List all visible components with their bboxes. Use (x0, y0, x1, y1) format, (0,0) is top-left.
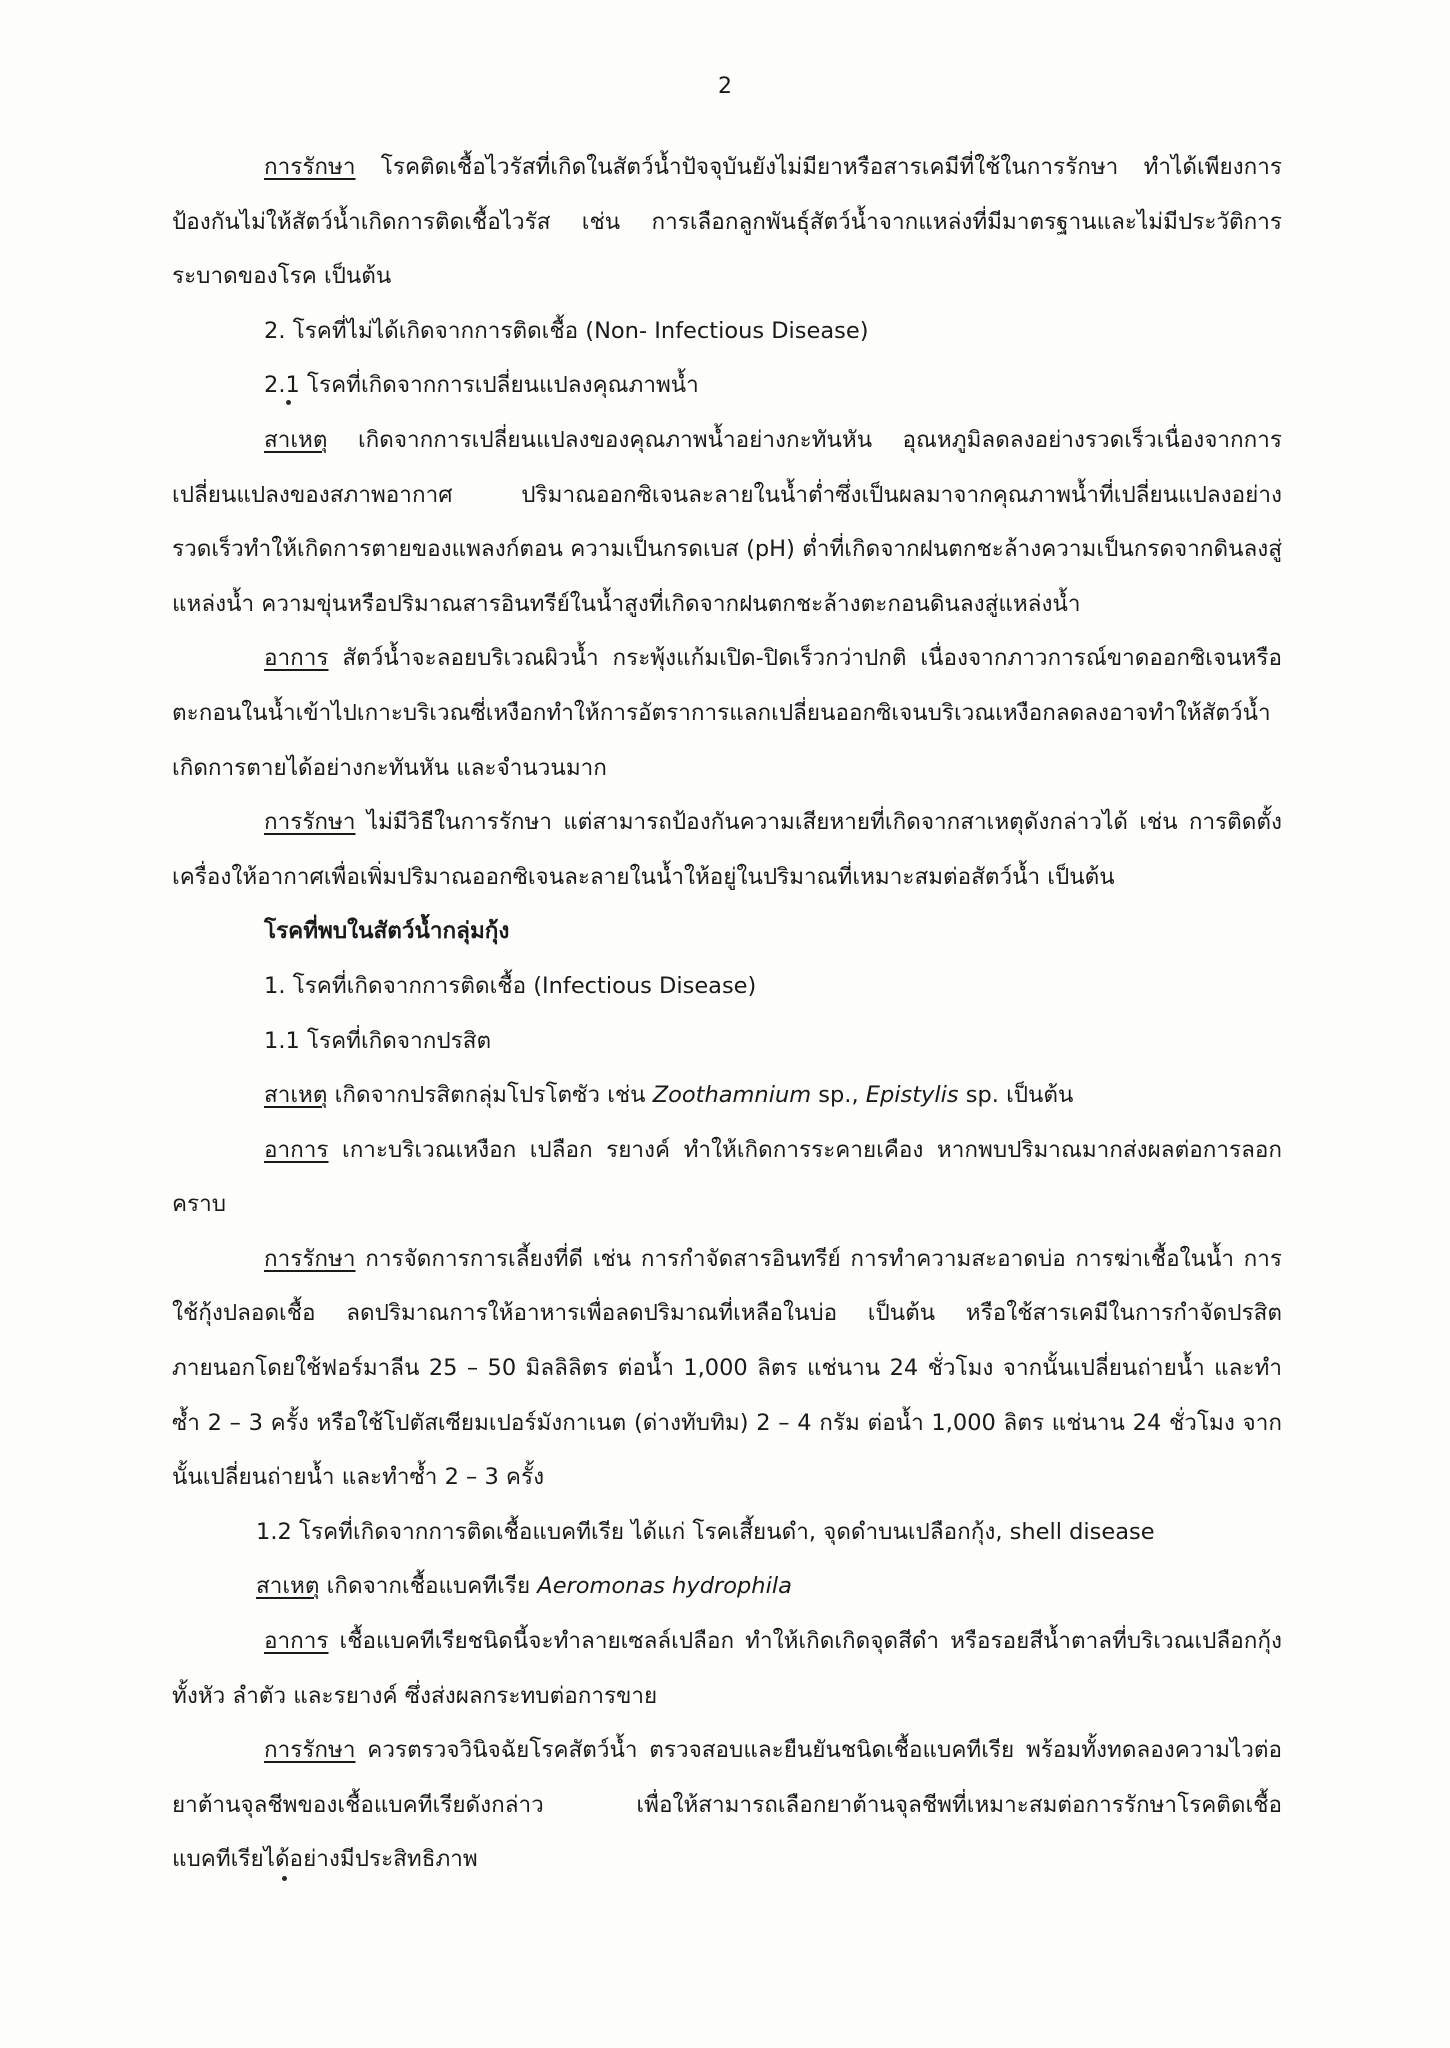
heading-symptom: อาการ (264, 1628, 329, 1655)
scan-speck (282, 1876, 287, 1881)
paragraph-text: ควรตรวจวินิจฉัยโรคสัตว์น้ำ ตรวจสอบและยืนยันชนิดเชื้อแบคทีเรีย พร้อมทั้งทดลองความไวต่อยาต้านจุลชีพของเชื้อแบคทีเรียดังกล่าว เพื่อให้สามารถเลือกยาต้านจุลชีพที่เหมาะสมต่อการรักษาโรคติดเชื้อแบคทีเรียได้อย่างมีประสิทธิภาพ (172, 1737, 1282, 1873)
paragraph-water-cause (172, 413, 1282, 631)
species-name: Epistylis (865, 1082, 959, 1109)
section-heading-non-infectious: 2. โรคที่ไม่ได้เกิดจากการติดเชื้อ (Non- Infectious Disease) (264, 317, 869, 344)
heading-treatment: การรักษา (264, 1737, 356, 1764)
subsection-heading-parasite: 1.1 โรคที่เกิดจากปรสิต (264, 1027, 492, 1054)
species-name: Aeromonas hydrophila (537, 1573, 792, 1600)
paragraph-bacteria-cause: สาเหตุ เกิดจากเชื้อแบคทีเรีย Aeromonas hydrophila (256, 1573, 792, 1600)
paragraph-text: เชื้อแบคทีเรียชนิดนี้จะทำลายเซลล์เปลือก ทำให้เกิดเกิดจุดสีดำ หรือรอยสีน้ำตาลที่บริเวณเปลือกกุ้งทั้งหัว ลำตัว และรยางค์ ซึ่งส่งผลกระทบต่อการขาย (172, 1628, 1282, 1709)
heading-symptom: อาการ (264, 645, 329, 672)
paragraph-water-symptom (172, 631, 1282, 795)
heading-cause: สาเหตุ (264, 1082, 328, 1109)
heading-cause: สาเหตุ (264, 426, 328, 453)
page-number: 2 (718, 74, 732, 99)
paragraph-text: โรคติดเชื้อไวรัสที่เกิดในสัตว์น้ำปัจจุบันยังไม่มียาหรือสารเคมีที่ใช้ในการรักษา ทำได้เพียงการป้องกันไม่ให้สัตว์น้ำเกิดการติดเชื้อไวรัส เช่น การเลือกลูกพันธุ์สัตว์น้ำจากแหล่งที่มีมาตรฐานและไม่มีประวัติการระบาดของโรค เป็นต้น (172, 154, 1282, 290)
paragraph-parasite-symptom (172, 1123, 1282, 1232)
scan-speck (286, 400, 291, 405)
paragraph-text: เกิดจากการเปลี่ยนแปลงของคุณภาพน้ำอย่างกะทันหัน อุณหภูมิลดลงอย่างรวดเร็วเนื่องจากการเปลี่ยนแปลงของสภาพอากาศ ปริมาณออกซิเจนละลายในน้ำต่ำซึ่งเป็นผลมาจากคุณภาพน้ำที่เปลี่ยนแปลงอย่างรวดเร็วทำให้เกิดการตายของแพลงก์ตอน ความเป็นกรดเบส (pH) ต่ำที่เกิดจากฝนตกชะล้างความเป็นกรดจากดินลงสู่แหล่งน้ำ ความขุ่นหรือปริมาณสารอินทรีย์ในน้ำสูงที่เกิดจากฝนตกชะล้างตะกอนดินลงสู่แหล่งน้ำ (172, 426, 1282, 617)
heading-symptom: อาการ (264, 1136, 329, 1163)
paragraph-parasite-cause: สาเหตุ เกิดจากปรสิตกลุ่มโปรโตซัว เช่น Zoothamnium sp., Epistylis sp. เป็นต้น (264, 1082, 1074, 1109)
subsection-heading-bacteria: 1.2 โรคที่เกิดจากการติดเชื้อแบคทีเรีย ได้แก่ โรคเสี้ยนดำ, จุดดำบนเปลือกกุ้ง, shell disease (256, 1518, 1155, 1545)
species-name: Zoothamnium (652, 1082, 812, 1109)
heading-treatment: การรักษา (264, 154, 356, 180)
subsection-heading-water-quality: 2.1 โรคที่เกิดจากการเปลี่ยนแปลงคุณภาพน้ำ (264, 372, 699, 399)
paragraph-bacteria-symptom (172, 1614, 1282, 1723)
section-heading-shrimp-diseases: โรคที่พบในสัตว์น้ำกลุ่มกุ้ง (264, 918, 510, 945)
paragraph-text: เกาะบริเวณเหงือก เปลือก รยางค์ ทำให้เกิดการระคายเคือง หากพบปริมาณมากส่งผลต่อการลอกคราบ (172, 1136, 1282, 1218)
paragraph-bacteria-treatment (172, 1723, 1282, 1887)
heading-cause: สาเหตุ (256, 1573, 320, 1600)
paragraph-water-treatment (172, 795, 1282, 904)
paragraph-parasite-treatment (172, 1232, 1282, 1505)
paragraph-text: การจัดการการเลี้ยงที่ดี เช่น การกำจัดสารอินทรีย์ การทำความสะอาดบ่อ การฆ่าเชื้อในน้ำ การใช้กุ้งปลอดเชื้อ ลดปริมาณการให้อาหารเพื่อลดปริมาณที่เหลือในบ่อ เป็นต้น หรือใช้สารเคมีในการกำจัดปรสิตภายนอกโดยใช้ฟอร์มาลีน 25 – 50 มิลลิลิตร ต่อน้ำ 1,000 ลิตร แช่นาน 24 ชั่วโมง จากนั้นเปลี่ยนถ่ายน้ำ และทำซ้ำ 2 – 3 ครั้ง หรือใช้โปตัสเซียมเปอร์มังกาเนต (ด่างทับทิม) 2 – 4 กรัม ต่อน้ำ 1,000 ลิตร แช่นาน 24 ชั่วโมง จากนั้นเปลี่ยนถ่ายน้ำ และทำซ้ำ 2 – 3 ครั้ง (172, 1245, 1282, 1491)
paragraph-virus-treatment (172, 140, 1282, 304)
heading-treatment: การรักษา (264, 809, 356, 836)
section-heading-infectious: 1. โรคที่เกิดจากการติดเชื้อ (Infectious Disease) (264, 972, 757, 999)
paragraph-text: สัตว์น้ำจะลอยบริเวณผิวน้ำ กระพุ้งแก้มเปิด-ปิดเร็วกว่าปกติ เนื่องจากภาวการณ์ขาดออกซิเจนหรือตะกอนในน้ำเข้าไปเกาะบริเวณซี่เหงือกทำให้การอัตราการแลกเปลี่ยนออกซิเจนบริเวณเหงือกลดลงอาจทำให้สัตว์น้ำเกิดการตายได้อย่างกะทันหัน และจำนวนมาก (172, 645, 1282, 781)
heading-treatment: การรักษา (264, 1245, 356, 1272)
document-body (172, 140, 1282, 1887)
paragraph-text: ไม่มีวิธีในการรักษา แต่สามารถป้องกันความเสียหายที่เกิดจากสาเหตุดังกล่าวได้ เช่น การติดตั้งเครื่องให้อากาศเพื่อเพิ่มปริมาณออกซิเจนละลายในน้ำให้อยู่ในปริมาณที่เหมาะสมต่อสัตว์น้ำ เป็นต้น (172, 809, 1282, 890)
